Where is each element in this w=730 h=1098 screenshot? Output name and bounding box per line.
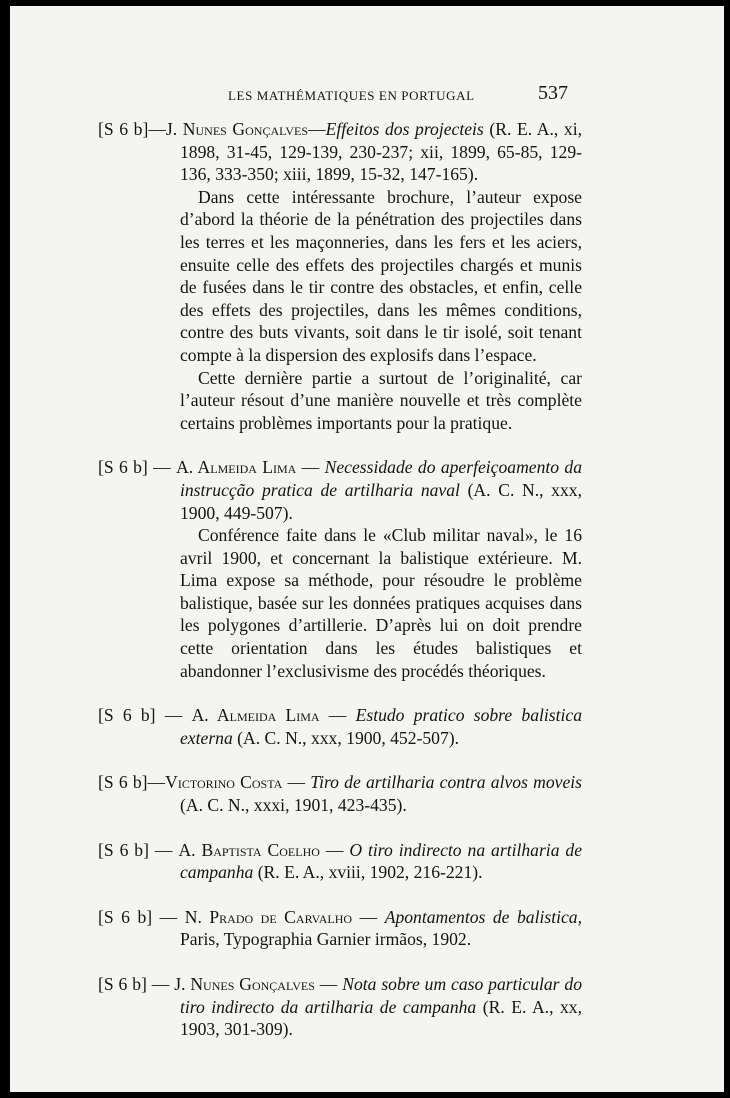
entry-source: (R. E. A., xx, 1903, 301-309).	[180, 996, 582, 1040]
entry-title: Estudo pratico sobre balistica externa	[180, 705, 582, 748]
entry-author: A. Almeida Lima	[176, 457, 297, 478]
entry-source: (A. C. N., xxx, 1900, 449-507).	[180, 479, 582, 523]
entry-source: Paris, Typographia Garnier irmãos, 1902.	[180, 929, 472, 950]
entry-summary: Dans cette intéressante brochure, l’auteur expose d’abord la théorie de la pénétration des projectiles dans les terres et les maçonneries, dans les fers et les aciers, ensuite celle des effets des projectiles chargés et munis de fusées dans le tir contre des obstacles, et enfin, celle des effets des projectiles, dans les mêmes conditions, contre des buts vivants, soit dans le tir isolé, soit tenant compte à la dispersion des explosifs dans l’espace.	[180, 186, 582, 365]
entry-code: [S 6 b]	[98, 906, 153, 927]
bibliography-list	[98, 118, 582, 1063]
entry-code: [S 6 b]	[98, 974, 147, 994]
bibliography-entry	[98, 118, 582, 434]
entry-citation: [S 6 b] — A. Almeida Lima — Estudo pratico sobre balistica externa (A. C. N., xxx, 1900, 452-507).	[98, 705, 582, 748]
entry-author: J. Nunes Gonçalves	[165, 119, 309, 139]
running-title: LES MATHÉMATIQUES EN PORTUGAL	[228, 88, 475, 103]
entry-author: A. Baptista Coelho	[178, 839, 320, 860]
bibliography-entry	[98, 839, 582, 884]
entry-citation: [S 6 b]—Victorino Costa — Tiro de artilharia contra alvos moveis (A. C. N., xxxi, 1901, 423-435).	[98, 772, 582, 816]
entry-author: N. Prado de Carvalho	[184, 906, 353, 927]
entry-source: (A. C. N., xxxi, 1901, 423-435).	[180, 795, 407, 816]
entry-citation: [S 6 b] — J. Nunes Gonçalves — Nota sobre um caso particular do tiro indirecto da artilharia de campanha (R. E. A., xx, 1903, 301-309).	[98, 974, 582, 1040]
entry-code: [S 6 b]	[98, 119, 149, 139]
bibliography-entry	[98, 771, 582, 816]
page-header	[10, 82, 724, 110]
bibliography-entry	[98, 906, 582, 951]
entry-code: [S 6 b]	[98, 772, 148, 793]
entry-author: J. Nunes Gonçalves	[174, 974, 315, 994]
entry-citation: [S 6 b]—J. Nunes Gonçalves—Effeitos dos projecteis (R. E. A., xi, 1898, 31-45, 129-139, 230-237; xii, 1899, 65-85, 129-136, 333-350; xiii, 1899, 15-32, 147-165).	[98, 119, 582, 185]
entry-title: Necessidade do aperfeiçoamento da instrucção pratica de artilharia naval	[180, 457, 582, 500]
entry-title: Apontamentos de balistica,	[384, 906, 582, 927]
entry-code: [S 6 b]	[98, 839, 149, 860]
entry-citation: [S 6 b] — A. Baptista Coelho — O tiro indirecto na artilharia de campanha (R. E. A., xviii, 1902, 216-221).	[98, 839, 583, 883]
bibliography-entry	[98, 704, 582, 749]
entry-author: A. Almeida Lima	[191, 705, 320, 726]
entry-source: (A. C. N., xxx, 1900, 452-507).	[237, 727, 460, 748]
entry-summary: Conférence faite dans le «Club militar naval», le 16 avril 1900, et concernant la balistique extérieure. M. Lima expose sa méthode, pour résoudre le problème balistique, basée sur les données pratiques acquises dans les polygones d’artillerie. D’après lui on doit prendre cette orientation dans les études balistiques et abandonner l’exclusivisme des procédés théoriques.	[180, 525, 582, 681]
document-page	[10, 6, 724, 1092]
page-number: 537	[538, 82, 568, 104]
bibliography-entry	[98, 456, 582, 682]
entry-code: [S 6 b]	[98, 705, 156, 726]
entry-title: O tiro indirecto na artilharia de campanha	[180, 839, 583, 883]
bibliography-entry	[98, 973, 582, 1041]
entry-citation: [S 6 b] — A. Almeida Lima — Necessidade do aperfeiçoamento da instrucção pratica de artilharia naval (A. C. N., xxx, 1900, 449-507).	[98, 457, 582, 523]
entry-code: [S 6 b]	[98, 457, 148, 478]
entry-source: (R. E. A., xviii, 1902, 216-221).	[257, 862, 483, 883]
entry-author: Victorino Costa	[165, 772, 283, 793]
entry-title: Nota sobre um caso particular do tiro indirecto da artilharia de campanha	[180, 974, 582, 1017]
entry-source: (R. E. A., xi, 1898, 31-45, 129-139, 230-237; xii, 1899, 65-85, 129-136, 333-350; xiii, 1899, 15-32, 147-165).	[180, 119, 582, 185]
entry-title: Tiro de artilharia contra alvos moveis	[310, 772, 582, 793]
entry-title: Effeitos dos projecteis	[325, 119, 484, 139]
entry-citation: [S 6 b] — N. Prado de Carvalho — Apontamentos de balistica, Paris, Typographia Garnier irmãos, 1902.	[98, 906, 582, 950]
entry-summary: Cette dernière partie a surtout de l’originalité, car l’auteur résout d’une manière nouvelle et très complète certains problèmes importants pour la pratique.	[180, 367, 582, 433]
